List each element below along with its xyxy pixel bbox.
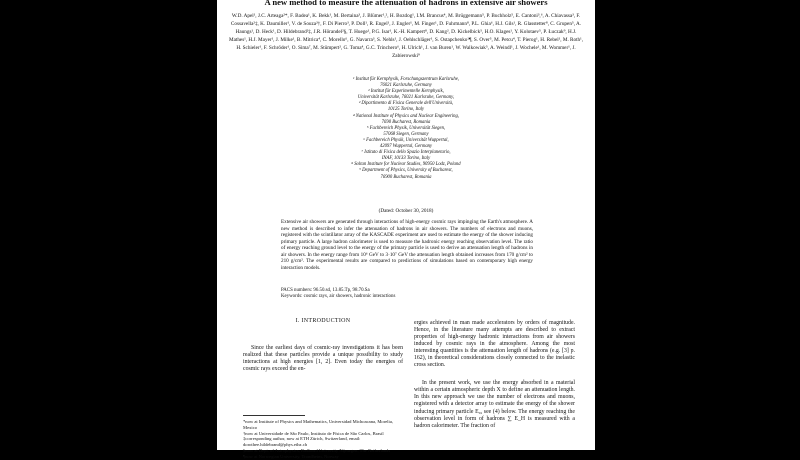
dated-line: (Dated: October 30, 2018): [378, 208, 434, 214]
footnotes: [243, 419, 403, 460]
affiliation-line: ³ Dipartimento di Fisica Generale dell'Università,: [358, 101, 454, 107]
affiliation-line: Universität Karlsruhe, 76021 Karlsruhe, Germany,: [357, 95, 455, 101]
section-heading: I. INTRODUCTION: [295, 318, 351, 324]
affiliation-line: ⁹ Department of Physics, University of Bucharest,: [359, 168, 453, 174]
abstract: Extensive air showers are generated through interactions of high-energy cosmic rays impinging the Earth's atmosphere. A new method is described to infer the attenuation of hadrons in air showers. The numbers of electrons and muons, registered with the scintillator array of the KASCADE experiment are used to estimate the energy of the shower inducing primary particle. A large hadron calorimeter is used to measure the hadronic energy reaching observation level. The ratio of energy reaching ground level to the energy of the primary particle is used to derive an attenuation length of hadrons in air showers. In the energy range from 10⁶ GeV to 3·10⁷ GeV the attenuation length obtained increases from 170 g/cm² to 210 g/cm². The experimental results are compared to predictions of simulations based on contemporary high energy interaction models.: [281, 219, 533, 271]
affiliation-line: ² Institut für Experimentelle Kernphysik,: [368, 89, 444, 95]
affiliation-line: ⁶ Fachbereich Physik, Universität Wuppertal,: [363, 137, 449, 143]
footnote: †now at Universidade de São Paulo, Instituto de Física de São Carlos, Brasil: [243, 430, 384, 436]
body-paragraph: ergies achieved in man made accelerators by orders of magnitude. Hence, in the literature many attempts are described to extract properties of high-energy hadronic interactions from air showers induced by cosmic rays in the atmosphere. Among the most interesting quantities is the attenuation length of hadrons (e.g. [3] p. 162), in theoretical considerations closely connected to the inelastic cross section.: [414, 320, 575, 369]
affiliation-line: ⁵ Fachbereich Physik, Universität Siegen,: [366, 125, 446, 131]
pacs-keywords: [281, 288, 533, 300]
footnote: ‡corresponding author, now at ETH Zürich, Switzerland, email: dorothee.hildebrand@phys.ethz.ch: [243, 436, 361, 448]
affiliation-line: ⁷ Istituto di Fisica dello Spazio Interplanetario,: [361, 150, 451, 156]
right-column: [414, 320, 575, 430]
affiliation-line: INAF, 10133 Torino, Italy: [381, 156, 431, 162]
keywords: Keywords: cosmic rays, air showers, hadronic interactions: [281, 294, 396, 300]
intro-paragraph: Since the earliest days of cosmic-ray investigations it has been realized that these particles provide a unique possibility to study interactions at high energies [1, 2]. Even today the energies of cosmic rays exceed the en-: [243, 345, 403, 373]
affiliation-line: 76900 Bucharest, Romania: [380, 174, 432, 180]
affiliation-line: 7690 Bucharest, Romania: [381, 119, 431, 125]
paper-title: A new method to measure the attenuation of hadrons in extensive air showers: [264, 0, 548, 7]
affiliations: [237, 77, 575, 181]
left-column: [243, 318, 403, 373]
affiliation-line: 57068 Siegen, Germany: [383, 131, 429, 137]
footnote: §now at Dept. of Astrophysics, Radboud University Nijmegen, The Netherlands: [243, 447, 391, 453]
paper-page: [217, 0, 595, 459]
body-paragraph: In the present work, we use the energy absorbed in a material within a certain atmospheric depth X to define an attenuation length. In this new approach we use the number of electrons and muons, registered with a detector array to estimate the energy of the shower inducing primary particle E₀, see (4) below. The energy reaching the observation level in form of hadrons ∑ E_H is measured with a hadron calorimeter. The fraction of: [414, 380, 575, 429]
author-list: W.D. Apel¹, J.C. Arteaga²*, F. Badea¹, K. Bekk¹, M. Bertaina³, J. Blümer¹,², H. Bozdog¹, I.M. Brancus⁴, M. Brüggemann⁵, P. Buchholz⁵, E. Cantoni³,⁶, A. Chiavassa³, F. Cossavella²‡, K. Daumiller¹, V. de Souza²†, F. Di Pierro³, P. Doll¹, R. Engel¹, J. Engler¹, M. Finger¹, D. Fuhrmann⁸, P.L. Ghia⁶, H.J. Gils¹, R. Glasstetter⁸, C. Grupen⁵, A. Haungs¹, D. Heck¹, D. Hildebrand²‡, J.R. Hörandel²§, T. Huege¹, P.G. Isar¹, K.-H. Kampert⁸, D. Kang², D. Kickelbick⁵, H.O. Klages¹, Y. Kolotaev⁵, P. Łuczak⁹, H.J. Mathes¹, H.J. Mayer¹, J. Milke¹, B. Mitrica⁴, C. Morello⁶, G. Navarra³, S. Nehls¹, J. Oehlschläger¹, S. Ostapchenko¹¶, S. Over⁵, M. Petcu⁴, T. Pierog¹, H. Rebel¹, M. Roth¹, H. Schieler¹, F. Schröder¹, O. Sima⁷, M. Stümpert², G. Toma⁴, G.C. Trinchero⁶, H. Ulrich¹, J. van Buren¹, W. Walkowiak⁵, A. Weindl¹, J. Wochele¹, M. Wommer¹, J. Zabierowski⁹: [228, 13, 583, 59]
affiliation-line: 42097 Wuppertal, Germany: [379, 144, 433, 150]
affiliation-line: ⁴ National Institute of Physics and Nuclear Engineering,: [352, 113, 460, 119]
footnote: ¶now at Norwegian University, Trondheim, Norway: [243, 453, 339, 459]
affiliation-line: ⁸ Soltan Institute for Nuclear Studies, 90950 Lodz, Poland: [351, 162, 461, 168]
footnote-rule: [243, 415, 305, 416]
affiliation-line: 76021 Karlsruhe, Germany: [380, 83, 432, 89]
pacs-numbers: PACS numbers: 96.50.sd, 13.85.Tp, 98.70.Sa: [281, 288, 370, 293]
affiliation-line: 10125 Torino, Italy: [387, 107, 425, 113]
affiliation-line: ¹ Institut für Kernphysik, Forschungszentrum Karlsruhe,: [353, 77, 459, 82]
footnote: *now at Institute of Physics and Mathematics, Universidad Michoacana, Morelia, Mexico: [243, 419, 394, 430]
